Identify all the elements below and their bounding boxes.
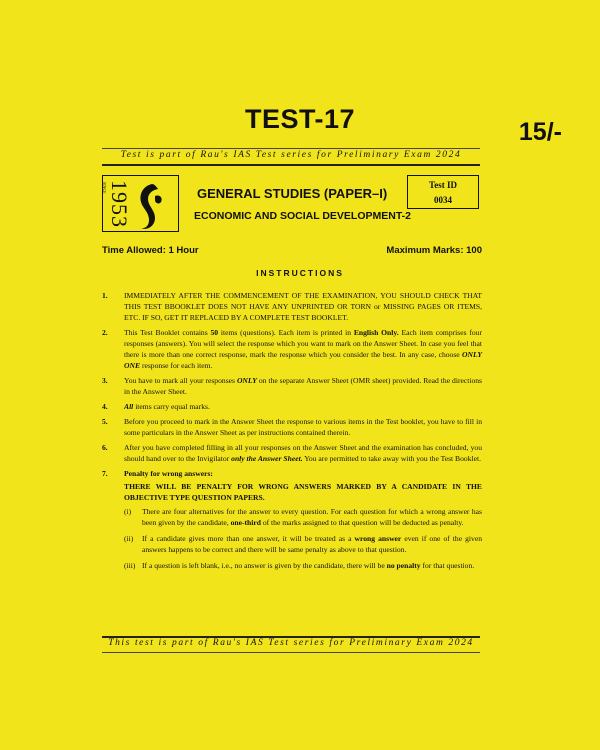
instruction-number: 3.	[102, 376, 108, 385]
subitem-text: of the marks assigned to that question will be deducted as penalty.	[260, 518, 464, 527]
instruction-text: This Test Booklet contains	[124, 328, 211, 337]
subitem-text: for that question.	[420, 561, 475, 570]
instruction-item	[102, 290, 482, 323]
subitem-number: (i)	[124, 507, 132, 516]
maximum-marks: Maximum Marks: 100	[386, 245, 482, 256]
subitem-emphasis: wrong answer	[354, 534, 402, 543]
instruction-emphasis: All	[124, 402, 134, 411]
instruction-emphasis: English Only.	[353, 328, 399, 337]
paper-subtitle: ECONOMIC AND SOCIAL DEVELOPMENT-2	[194, 210, 412, 222]
instruction-number: 7.	[102, 469, 108, 478]
subitem-text: If a candidate gives more than one answer, it will be treated as a	[142, 534, 355, 543]
penalty-subitem	[124, 560, 482, 571]
instruction-number: 5.	[102, 417, 108, 426]
instruction-text: Before you proceed to mark in the Answer Sheet the response to various items in the Test booklet, you have to fill in some particulars in the Answer Sheet as per instructions contained therein.	[124, 417, 482, 437]
test-id-value: 0034	[434, 195, 452, 205]
subitem-text: If a question is left blank, i.e., no answer is given by the candidate, there will be	[142, 561, 387, 570]
bottom-tagline: This test is part of Rau's IAS Test series for Preliminary Exam 2024	[108, 638, 474, 648]
instruction-number: 6.	[102, 443, 108, 452]
logo-since-text: SINCE	[102, 182, 107, 194]
instruction-item	[102, 416, 482, 438]
instruction-emphasis: only the Answer Sheet.	[231, 454, 303, 463]
instruction-text: Each item comprises four responses (answers). You will select the response which you want to mark on the Answer Sheet. In case you feel that there is more than one correct response, mark the response which you consider the best. In any case, choose	[124, 328, 482, 359]
penalty-title: Penalty for wrong answers	[124, 469, 211, 478]
instruction-item: 7. Penalty for wrong answers: THERE WILL BE PENALTY FOR WRONG ANSWERS MARKED BY A CANDIDATE IN THE OBJECTIVE TYPE QUESTION PAPERS. (i) There are four alternatives for the answer to every question. For each question for which a wrong answer has been given by the candidate, one-third of the marks assigned to that question will be deducted as penalty. (ii) If a candidate gives more than one answer, it will be treated as a wrong answer even if one of the given answers happens to be correct and there will be same penalty as above to that question. (iii) If a question is left blank, i.e., no answer is given by the candidate, there will be no penalty for that question.	[102, 469, 483, 570]
top-divider	[102, 148, 480, 149]
instruction-text: on the separate Answer Sheet (OMR sheet) provided. Read the directions in the Answer Sheet.	[124, 376, 482, 396]
instruction-number: 4.	[102, 402, 108, 411]
test-id-label: Test ID	[429, 180, 457, 190]
instruction-item	[102, 327, 482, 371]
price-label: 15/-	[518, 118, 562, 146]
instruction-text: You are permitted to take away with you the Test Booklet.	[302, 454, 481, 463]
instruction-number: 2.	[102, 328, 108, 337]
bottom-divider-lower	[102, 652, 480, 653]
subitem-text: even if one of the given answers happens to be correct and there will be same penalty as above to that question.	[142, 534, 483, 554]
top-divider-lower	[102, 164, 480, 166]
instruction-item	[102, 442, 482, 464]
instruction-item	[102, 401, 482, 412]
paper-title: GENERAL STUDIES (PAPER–I)	[197, 186, 388, 201]
instruction-emphasis: 50	[210, 328, 219, 337]
subitem-number: (ii)	[124, 534, 134, 543]
subitem-emphasis: one-third	[230, 518, 261, 527]
instruction-text: items carry equal marks.	[133, 402, 210, 411]
penalty-caps-text: THERE WILL BE PENALTY FOR WRONG ANSWERS MARKED BY A CANDIDATE IN THE OBJECTIVE TYPE QUESTION PAPERS.	[124, 482, 482, 502]
instruction-emphasis: ONLY	[236, 376, 257, 385]
logo-year-text: 1953	[107, 180, 132, 228]
instruction-item	[102, 375, 482, 397]
penalty-subitem	[124, 533, 482, 555]
instruction-text: items (questions). Each item is printed in	[218, 328, 354, 337]
test-title: TEST-17	[244, 104, 356, 134]
instructions-list	[102, 290, 482, 576]
subitem-number: (iii)	[124, 561, 136, 570]
instruction-text: You have to mark all your responses	[124, 376, 237, 385]
top-tagline: Test is part of Rau's IAS Test series for Preliminary Exam 2024	[120, 150, 462, 160]
instruction-text: IMMEDIATELY AFTER THE COMMENCEMENT OF THE EXAMINATION, YOU SHOULD CHECK THAT THIS TEST BBOOKLET DOES NOT HAVE ANY UNPRINTED OR TORN or MISSING PAGES OR ITEMS, ETC. IF SO, GET IT REPLACED BY A COMPLETE TEST BOOKLET.	[124, 291, 482, 322]
instruction-text: After you have completed filling in all your responses on the Answer Sheet and the examination has concluded, you should hand over to the Invigilator	[124, 443, 482, 463]
subitem-text: There are four alternatives for the answer to every question. For each question for which a wrong answer has been given by the candidate,	[142, 507, 482, 527]
test-id-box	[407, 175, 479, 209]
penalty-subitem	[124, 506, 482, 528]
time-allowed: Time Allowed: 1 Hour	[102, 245, 199, 256]
subitem-emphasis: no penalty	[386, 561, 421, 570]
instruction-emphasis: ONLY ONE	[124, 350, 482, 370]
instruction-number: 1.	[102, 291, 108, 300]
instructions-heading: INSTRUCTIONS	[256, 268, 344, 278]
instruction-text: response for each item.	[140, 361, 213, 370]
